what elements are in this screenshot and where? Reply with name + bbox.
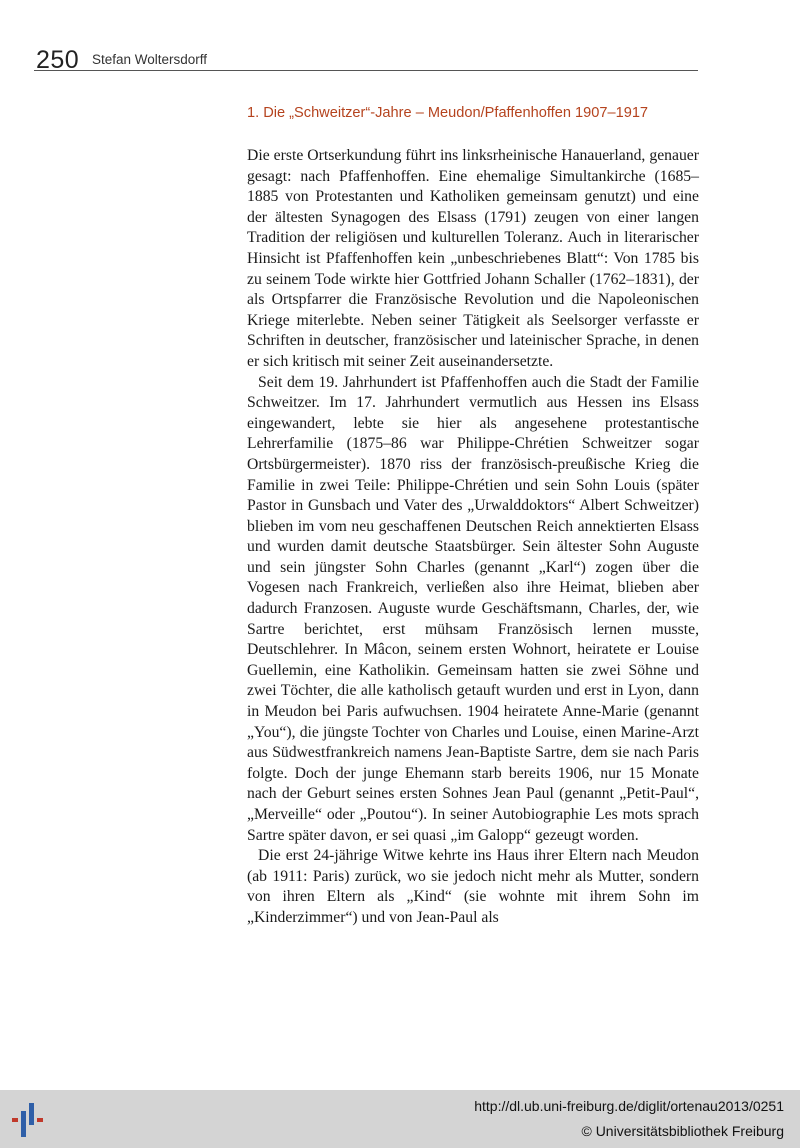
page-number: 250 xyxy=(36,46,80,74)
header-rule xyxy=(34,70,698,71)
paragraph: Die erste Ortserkundung führt ins linksrheinische Hanauerland, genauer gesagt: nach Pfaffenhoffen. Eine ehemalige Simultankirche (1685–1885 von Protestanten und Katholiken gemeinsam genutzt) und eine der ältesten Synagogen des Elsass (1791) zeugen von einer langen Tradition der religiösen und kulturellen Toleranz. Auch in literarischer Hinsicht ist Pfaffenhoffen kein „unbeschriebenes Blatt“: Von 1785 bis zu seinem Tode wirkte hier Gottfried Johann Schaller (1762–1831), der als Ortspfarrer die Französische Revolution und die Napoleonischen Kriege miterlebte. Neben seiner Tätigkeit als Seelsorger verfasste er Schriften in deutscher, französischer und lateinischer Sprache, in denen er sich kritisch mit seiner Zeit auseinandersetzte. xyxy=(247,147,699,370)
paragraph: Die erst 24-jährige Witwe kehrte ins Haus ihrer Eltern nach Meudon (ab 1911: Paris) zurück, wo sie jedoch nicht mehr als Mutter, sondern von ihren Eltern als „Kind“ (sie wohnte mit ihrem Sohn im „Kinderzimmer“) und von Jean-Paul als xyxy=(247,847,699,926)
paragraph: Seit dem 19. Jahrhundert ist Pfaffenhoffen auch die Stadt der Familie Schweitzer. Im 17. Jahrhundert vermutlich aus Hessen ins Elsass eingewandert, lebte sie hier als angesehene protestantische Lehrerfamilie (1875–86 war Philippe-Chrétien Schweitzer sogar Ortsbürgermeister). 1870 riss der französisch-preußische Krieg die Familie in zwei Teile: Philippe-Chrétien und sein Sohn Louis (später Pastor in Gunsbach und Vater des „Urwalddoktors“ Albert Schweitzer) blieben im vom neu geschaffenen Deutschen Reich annektierten Elsass und wurden damit deutsche Staatsbürger. Sein ältester Sohn Auguste und sein jüngster Sohn Charles (genannt „Karl“) zogen über die Vogesen nach Frankreich, verließen also ihre Heimat, blieben aber dadurch Franzosen. Auguste wurde Geschäftsmann, Charles, der, wie Sartre berichtet, erst mühsam Französisch lernen musste, Deutschlehrer. In Mâcon, seinem ersten Wohnort, heiratete er Louise Guellemin, eine Katholikin. Gemeinsam hatten sie zwei Söhne und zwei Töchter, die alle katholisch getauft wurden und erst in Lyon, dann in Meudon bei Paris aufwuchsen. 1904 heiratete Anne-Marie (genannt „You“), die jüngste Tochter von Charles und Louise, einen Marine-Arzt aus Südwestfrankreich namens Jean-Baptiste Sartre, dem sie nach Paris folgte. Doch der junge Ehemann starb bereits 1906, nur 15 Monate nach der Geburt seines ersten Sohnes Jean Paul (genannt „Petit-Paul“, „Merveille“ oder „Poutou“). In seiner Autobiographie Les mots sprach Sartre später davon, er sei quasi „im Galopp“ gezeugt worden. xyxy=(247,373,699,844)
running-head: Stefan Woltersdorff xyxy=(92,52,208,67)
copyright-notice: © Universitätsbibliothek Freiburg xyxy=(581,1123,784,1139)
footer-bar xyxy=(0,1090,800,1148)
library-logo-icon[interactable] xyxy=(10,1100,50,1140)
source-url-link[interactable]: http://dl.ub.uni-freiburg.de/diglit/ortenau2013/0251 xyxy=(474,1098,784,1114)
body-text xyxy=(247,146,699,929)
section-title: 1. Die „Schweitzer“-Jahre – Meudon/Pfaffenhoffen 1907–1917 xyxy=(247,105,649,121)
